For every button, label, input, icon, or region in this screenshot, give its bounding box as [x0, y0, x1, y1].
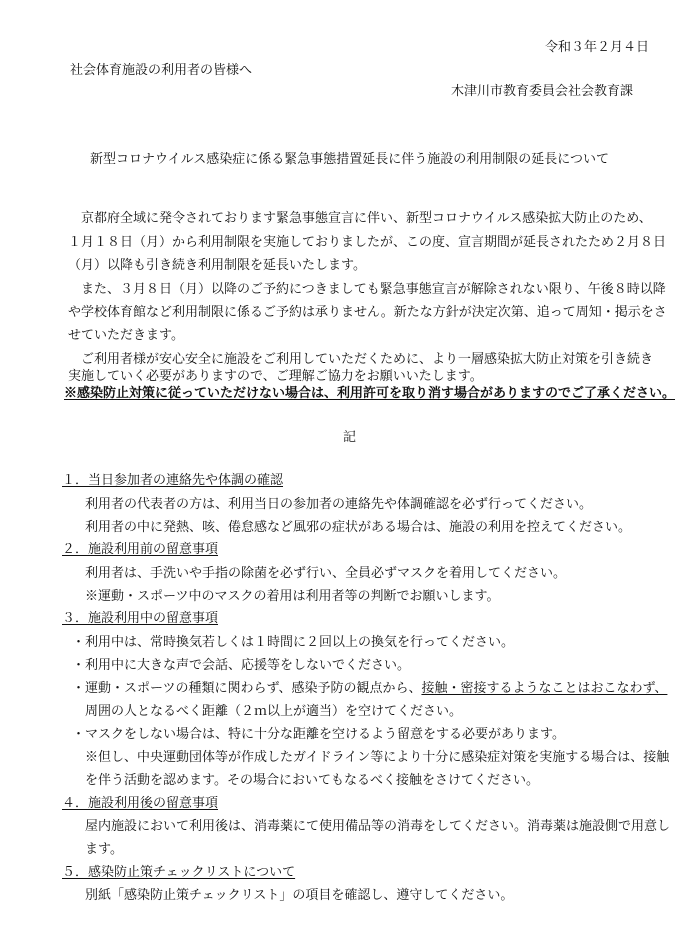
bullet-underlined-text: 接触・密接するようなことはおこなわず、 — [421, 681, 668, 696]
section-heading-1: １．当日参加者の連絡先や体調の確認 — [62, 473, 284, 488]
sender: 木津川市教育委員会社会教育課 — [450, 84, 633, 99]
bullet-item: ・利用中は、常時換気若しくは１時間に２回以上の換気を行ってください。 — [72, 635, 515, 650]
bullet-continuation: 周囲の人となるべく距離（２ｍ以上が適当）を空けてください。 — [85, 704, 463, 719]
ki-marker: 記 — [342, 430, 356, 445]
section-line: 利用者は、手洗いや手指の除菌を必ず行い、全員必ずマスクを着用してください。 — [85, 566, 567, 581]
bullet-item: ・利用中に大きな声で会話、応援等をしないでください。 — [72, 658, 411, 673]
bullet-note: ※但し、中央運動団体等が作成したガイドライン等により十分に感染症対策を実施する場合は、接触 — [85, 750, 670, 765]
paragraph-line: （月）以降も引き続き利用制限を延長いたします。 — [68, 258, 366, 273]
bullet-item: ・マスクをしない場合は、特に十分な距離を空けるよう留意をする必要があります。 — [72, 727, 565, 742]
bullet-text: ・運動・スポーツの種類に関わらず、感染予防の観点から、 — [72, 681, 422, 696]
document-title: 新型コロナウイルス感染症に係る緊急事態措置延長に伴う施設の利用制限の延長について — [90, 152, 609, 167]
section-line: 利用者の代表者の方は、利用当日の参加者の連絡先や体調確認を必ず行ってください。 — [85, 497, 593, 512]
section-heading-3: ３．施設利用中の留意事項 — [62, 611, 219, 626]
important-notice: ※感染防止対策に従っていただけない場合は、利用許可を取り消す場合がありますのでご了承ください。 — [64, 386, 676, 401]
section-line: ※運動・スポーツ中のマスクの着用は利用者等の判断でお願いします。 — [85, 589, 500, 604]
section-heading-5: ５．感染防止策チェックリストについて — [62, 865, 296, 880]
bullet-note: を伴う活動を認めます。その場合においてもなるべく接触をさけてください。 — [85, 773, 539, 788]
document-date: 令和３年２月４日 — [544, 40, 649, 55]
paragraph-line: や学校体育館など利用制限に係るご予約は承りません。新たな方針が決定次第、追って周知・掲示をさ — [68, 305, 667, 320]
addressee: 社会体育施設の利用者の皆様へ — [70, 63, 253, 78]
section-line: 屋内施設において利用後は、消毒薬にて使用備品等の消毒をしてください。消毒薬は施設側で用意し — [85, 819, 671, 834]
paragraph-line: 京都府全域に発令されております緊急事態宣言に伴い、新型コロナウイルス感染拡大防止のため、 — [68, 211, 652, 226]
paragraph-line: また、３月８日（月）以降のご予約につきましても緊急事態宣言が解除されない限り、午後８時以降 — [68, 282, 666, 297]
section-heading-4: ４．施設利用後の留意事項 — [62, 796, 219, 811]
paragraph-line: 実施していく必要がありますので、ご理解ご協力をお願いいたします。 — [68, 369, 483, 384]
section-line: 別紙「感染防止策チェックリスト」の項目を確認し、遵守してください。 — [85, 888, 514, 903]
section-line: ます。 — [85, 842, 123, 857]
paragraph-line: せていただきます。 — [68, 328, 184, 343]
bullet-item — [72, 682, 667, 695]
section-heading-2: ２．施設利用前の留意事項 — [62, 542, 219, 557]
paragraph-line: ご利用者様が安心安全に施設をご利用していただくために、より一層感染拡大防止対策を引き続き — [68, 352, 654, 367]
section-line: 利用者の中に発熱、咳、倦怠感など風邪の症状がある場合は、施設の利用を控えてください。 — [85, 520, 632, 535]
paragraph-line: １月１８日（月）から利用制限を実施しておりましたが、この度、宣言期間が延長されたため２月８日 — [68, 235, 667, 250]
